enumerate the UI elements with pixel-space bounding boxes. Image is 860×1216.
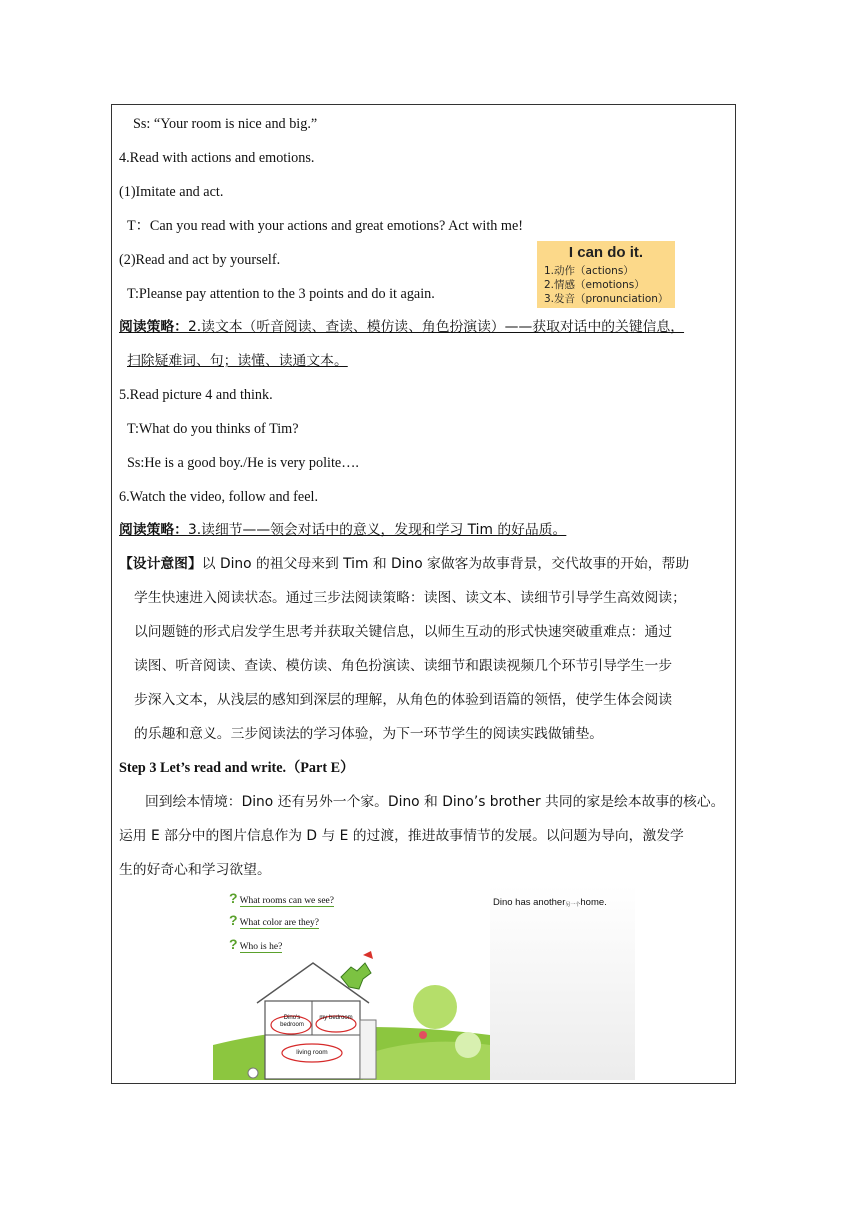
design-intent-line: 读图、听音阅读、查读、模仿读、角色扮演读、读细节和跟读视频几个环节引导学生一步 xyxy=(134,658,673,674)
design-intent-label: 【设计意图】 xyxy=(119,556,202,572)
story-picture xyxy=(213,885,635,1080)
question-mark-icon: ? xyxy=(229,912,238,928)
design-intent-line: 的乐趣和意义。三步阅读法的学习体验，为下一环节学生的阅读实践做铺垫。 xyxy=(134,726,604,742)
teacher-points-line: T:Pleanse pay attention to the 3 points and do it again. xyxy=(127,286,435,302)
design-intent-line: 以问题链的形式启发学生思考并获取关键信息，以师生互动的形式快速突破重难点：通过 xyxy=(134,624,673,640)
step5-line: 5.Read picture 4 and think. xyxy=(119,387,273,403)
reading-strategy-2-cont: 扫除疑难词、句；读懂、读通文本。 xyxy=(127,353,348,369)
intro-line: 生的好奇心和学习欲望。 xyxy=(119,862,271,878)
step3-heading: Step 3 Let’s read and write.（Part E） xyxy=(119,760,355,776)
reading-strategy-2 xyxy=(119,318,684,336)
strategy-text: 3.读细节——领会对话中的意义，发现和学习 Tim 的好品质。 xyxy=(187,522,567,538)
design-intent-line: 学生快速进入阅读状态。通过三步法阅读策略：读图、读文本、读细节引导学生高效阅读； xyxy=(134,590,686,606)
card-title: I can do it. xyxy=(568,244,644,261)
caption-small: 另一个 xyxy=(565,902,581,908)
step4-sub2-line: (2)Read and act by yourself. xyxy=(119,252,281,268)
side-building xyxy=(360,1020,376,1079)
dino-wing xyxy=(363,951,373,959)
flower-icon xyxy=(248,1068,258,1078)
teacher-act-line: T：Can you read with your actions and great emotions? Act with me! xyxy=(127,218,523,234)
card-item: 2.情感（emotions） xyxy=(544,279,645,291)
question-item: ? What rooms can we see? xyxy=(229,890,334,906)
strategy-label: 阅读策略： xyxy=(119,319,188,335)
question-item: ? Who is he? xyxy=(229,936,283,952)
strategy-text: 2.读文本（听音阅读、查读、模仿读、角色扮演读）——获取对话中的关键信息， xyxy=(187,319,685,335)
step4-sub1-line: (1)Imitate and act. xyxy=(119,184,224,200)
ss-tim-line: Ss:He is a good boy./He is very polite…. xyxy=(127,455,359,471)
step6-line: 6.Watch the video, follow and feel. xyxy=(119,489,318,505)
ss-reply-line: Ss: “Your room is nice and big.” xyxy=(133,116,318,132)
design-intent-line: 步深入文本，从浅层的感知到深层的理解，从角色的体验到语篇的领悟，使学生体会阅读 xyxy=(134,692,673,708)
picture-left-panel xyxy=(213,885,490,1080)
intro-line: 运用 E 部分中的图片信息作为 D 与 E 的过渡，推进故事情节的发展。以问题为导向，激发学 xyxy=(119,828,684,844)
design-intent-line xyxy=(119,555,689,573)
teacher-tim-line: T:What do you thinks of Tim? xyxy=(127,421,299,437)
picture-right-panel xyxy=(490,885,635,1080)
heart-icon xyxy=(419,1031,427,1039)
strategy-label: 阅读策略： xyxy=(119,522,188,538)
step4-line: 4.Read with actions and emotions. xyxy=(119,150,315,166)
intro-line: 回到绘本情境：Dino 还有另外一个家。Dino 和 Dino’s brother 共同的家是绘本故事的核心。 xyxy=(145,794,725,810)
question-item: ? What color are they? xyxy=(229,912,319,928)
question-mark-icon: ? xyxy=(229,936,238,952)
reading-strategy-3 xyxy=(119,521,566,539)
room-label-my-bedroom: my bedroom xyxy=(319,1015,353,1021)
picture-caption: Dino has another另一个home. xyxy=(493,897,607,908)
dino-character xyxy=(341,963,371,989)
bush xyxy=(455,1032,481,1058)
tree-top xyxy=(413,985,457,1029)
card-item: 3.发音（pronunciation） xyxy=(544,293,669,305)
room-label-dinos-bedroom: Dino's bedroom xyxy=(280,1015,304,1028)
card-item: 1.动作（actions） xyxy=(544,265,634,277)
question-mark-icon: ? xyxy=(229,890,238,906)
room-label-living-room: living room xyxy=(296,1049,328,1056)
i-can-do-it-card xyxy=(537,241,675,308)
design-intent-text: 以 Dino 的祖父母来到 Tim 和 Dino 家做客为故事背景，交代故事的开始，帮助 xyxy=(201,556,690,572)
